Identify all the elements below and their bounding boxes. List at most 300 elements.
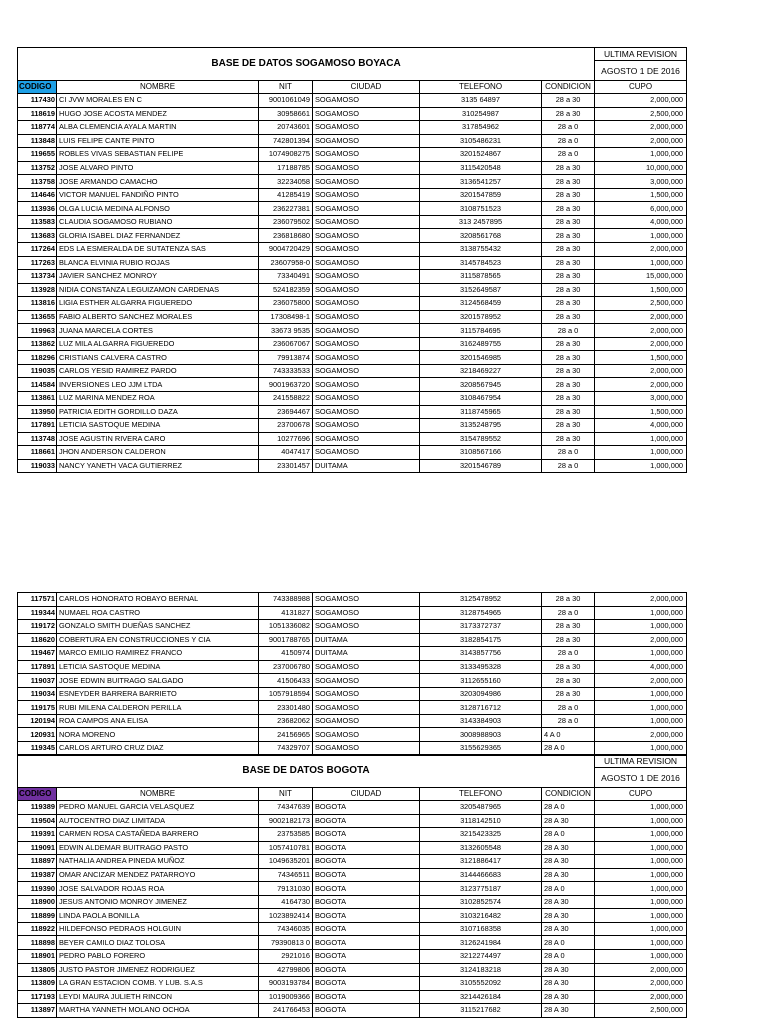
telefono-cell: 3108467954 xyxy=(420,392,542,406)
telefono-cell: 3128716712 xyxy=(420,701,542,715)
table-row xyxy=(18,950,687,964)
codigo-cell: 117193 xyxy=(18,990,57,1004)
telefono-cell: 3203094986 xyxy=(420,687,542,701)
codigo-cell: 113936 xyxy=(18,202,57,216)
nombre-cell: LEYDI MAURA JULIETH RINCON xyxy=(57,990,259,1004)
table-row xyxy=(18,459,687,473)
cupo-cell: 4,000,000 xyxy=(595,660,687,674)
nit-cell: 23301457 xyxy=(259,459,313,473)
nombre-cell: BLANCA ELVINIA RUBIO ROJAS xyxy=(57,256,259,270)
nombre-cell: LA GRAN ESTACION COMB. Y LUB. S.A.S xyxy=(57,977,259,991)
codigo-cell: 119034 xyxy=(18,687,57,701)
nit-cell: 79131030 xyxy=(259,882,313,896)
codigo-cell: 118900 xyxy=(18,895,57,909)
nombre-cell: MARCO EMILIO RAMIREZ FRANCO xyxy=(57,647,259,661)
condicion-cell: 28 a 30 xyxy=(542,364,595,378)
table-row xyxy=(18,895,687,909)
table-row xyxy=(18,801,687,815)
nit-cell: 1051336082 xyxy=(259,620,313,634)
nombre-cell: CLAUDIA SOGAMOSO RUBIANO xyxy=(57,215,259,229)
nit-cell: 9003193784 xyxy=(259,977,313,991)
sogamoso-continuation-table xyxy=(17,592,687,756)
nit-cell: 241766453 xyxy=(259,1004,313,1018)
cupo-cell: 1,000,000 xyxy=(595,701,687,715)
cupo-cell: 1,500,000 xyxy=(595,405,687,419)
cupo-cell: 1,000,000 xyxy=(595,229,687,243)
telefono-cell: 3008988903 xyxy=(420,728,542,742)
condicion-cell: 28 A 0 xyxy=(542,950,595,964)
telefono-cell: 3107168358 xyxy=(420,922,542,936)
condicion-cell: 28 a 0 xyxy=(542,606,595,620)
nit-cell: 23301480 xyxy=(259,701,313,715)
telefono-cell: 3108567166 xyxy=(420,446,542,460)
codigo-cell: 118898 xyxy=(18,936,57,950)
table-row xyxy=(18,121,687,135)
bogota-table-block xyxy=(17,754,686,1018)
cupo-cell: 2,000,000 xyxy=(595,990,687,1004)
codigo-cell: 119389 xyxy=(18,801,57,815)
ciudad-cell: SOGAMOSO xyxy=(313,620,420,634)
nombre-cell: COBERTURA EN CONSTRUCCIONES Y CIA xyxy=(57,633,259,647)
table-row xyxy=(18,256,687,270)
telefono-cell: 3123775187 xyxy=(420,882,542,896)
nombre-cell: JOSE ALVARO PINTO xyxy=(57,161,259,175)
codigo-cell: 113748 xyxy=(18,432,57,446)
nit-cell: 236818680 xyxy=(259,229,313,243)
telefono-cell: 3115420548 xyxy=(420,161,542,175)
sogamoso-rows xyxy=(18,94,687,473)
sogamoso-table xyxy=(17,47,687,473)
nit-cell: 236075800 xyxy=(259,297,313,311)
condicion-cell: 28 A 0 xyxy=(542,828,595,842)
nit-cell: 236079502 xyxy=(259,215,313,229)
codigo-cell: 118620 xyxy=(18,633,57,647)
nombre-cell: ESNEYDER BARRERA BARRIETO xyxy=(57,687,259,701)
table-row xyxy=(18,868,687,882)
telefono-cell: 3124183218 xyxy=(420,963,542,977)
condicion-cell: 28 a 0 xyxy=(542,459,595,473)
condicion-cell: 28 a 30 xyxy=(542,202,595,216)
nit-cell: 4164730 xyxy=(259,895,313,909)
telefono-cell: 3136541257 xyxy=(420,175,542,189)
cupo-cell: 2,000,000 xyxy=(595,633,687,647)
table-row xyxy=(18,977,687,991)
nit-cell: 30958661 xyxy=(259,107,313,121)
ciudad-cell: SOGAMOSO xyxy=(313,714,420,728)
table-row xyxy=(18,814,687,828)
codigo-cell: 113897 xyxy=(18,1004,57,1018)
table-row xyxy=(18,606,687,620)
table-row xyxy=(18,687,687,701)
bogota-revision-date: AGOSTO 1 DE 2016 xyxy=(595,768,687,788)
table-row xyxy=(18,229,687,243)
cupo-cell: 1,000,000 xyxy=(595,606,687,620)
nit-cell: 24156965 xyxy=(259,728,313,742)
ciudad-cell: SOGAMOSO xyxy=(313,337,420,351)
nombre-cell: LUZ MARINA MENDEZ ROA xyxy=(57,392,259,406)
telefono-cell: 3126241984 xyxy=(420,936,542,950)
cupo-cell: 3,000,000 xyxy=(595,392,687,406)
condicion-cell: 28 a 0 xyxy=(542,134,595,148)
condicion-cell: 28 a 30 xyxy=(542,620,595,634)
cupo-cell: 2,500,000 xyxy=(595,1004,687,1018)
nit-cell: 1057918594 xyxy=(259,687,313,701)
ciudad-cell: SOGAMOSO xyxy=(313,161,420,175)
table-row xyxy=(18,364,687,378)
nit-cell: 1049635201 xyxy=(259,855,313,869)
telefono-cell: 3173372737 xyxy=(420,620,542,634)
ciudad-cell: SOGAMOSO xyxy=(313,392,420,406)
condicion-cell: 28 a 0 xyxy=(542,446,595,460)
page-title: BASE DE DATOS SOGAMOSO BOYACA xyxy=(18,48,595,81)
condicion-cell: 28 a 0 xyxy=(542,148,595,162)
cupo-cell: 3,000,000 xyxy=(595,175,687,189)
nit-cell: 73340491 xyxy=(259,270,313,284)
nit-cell: 1019009366 xyxy=(259,990,313,1004)
telefono-cell: 3154789552 xyxy=(420,432,542,446)
cupo-cell: 4,000,000 xyxy=(595,419,687,433)
telefono-cell: 3214426184 xyxy=(420,990,542,1004)
nombre-cell: JHON ANDERSON CALDERON xyxy=(57,446,259,460)
condicion-cell: 28 a 30 xyxy=(542,270,595,284)
nit-cell: 74346035 xyxy=(259,922,313,936)
cupo-cell: 1,000,000 xyxy=(595,647,687,661)
ciudad-cell: SOGAMOSO xyxy=(313,148,420,162)
cupo-cell: 2,000,000 xyxy=(595,324,687,338)
ciudad-cell: SOGAMOSO xyxy=(313,606,420,620)
ciudad-cell: BOGOTA xyxy=(313,828,420,842)
ciudad-cell: SOGAMOSO xyxy=(313,202,420,216)
cupo-cell: 2,000,000 xyxy=(595,121,687,135)
codigo-cell: 119344 xyxy=(18,606,57,620)
condicion-cell: 28 A 0 xyxy=(542,882,595,896)
condicion-cell: 28 a 30 xyxy=(542,419,595,433)
nit-cell: 74346511 xyxy=(259,868,313,882)
cupo-cell: 1,000,000 xyxy=(595,841,687,855)
cupo-cell: 1,000,000 xyxy=(595,868,687,882)
bogota-title: BASE DE DATOS BOGOTA xyxy=(18,755,595,788)
nombre-cell: ALBA CLEMENCIA AYALA MARTIN xyxy=(57,121,259,135)
nombre-cell: LUIS FELIPE CANTE PINTO xyxy=(57,134,259,148)
nit-cell: 23700678 xyxy=(259,419,313,433)
nombre-cell: LETICIA SASTOQUE MEDINA xyxy=(57,660,259,674)
column-header-telefono: TELEFONO xyxy=(420,81,542,94)
table-row xyxy=(18,202,687,216)
nombre-cell: NATHALIA ANDREA PINEDA MUÑOZ xyxy=(57,855,259,869)
nit-cell: 9001963720 xyxy=(259,378,313,392)
codigo-cell: 118661 xyxy=(18,446,57,460)
cupo-cell: 10,000,000 xyxy=(595,161,687,175)
ciudad-cell: BOGOTA xyxy=(313,963,420,977)
condicion-cell: 28 a 0 xyxy=(542,701,595,715)
bogota-table-header xyxy=(18,788,687,801)
cupo-cell: 2,500,000 xyxy=(595,297,687,311)
nombre-cell: PEDRO PABLO FORERO xyxy=(57,950,259,964)
codigo-cell: 113950 xyxy=(18,405,57,419)
codigo-cell: 119391 xyxy=(18,828,57,842)
telefono-cell: 3143384903 xyxy=(420,714,542,728)
telefono-cell: 3103216482 xyxy=(420,909,542,923)
telefono-cell: 3115784695 xyxy=(420,324,542,338)
nit-cell: 9001788765 xyxy=(259,633,313,647)
telefono-cell: 317854962 xyxy=(420,121,542,135)
condicion-cell: 28 a 30 xyxy=(542,378,595,392)
cupo-cell: 15,000,000 xyxy=(595,270,687,284)
condicion-cell: 28 A 30 xyxy=(542,855,595,869)
nombre-cell: OLGA LUCIA MEDINA ALFONSO xyxy=(57,202,259,216)
bogota-column-header-codigo: CODIGO xyxy=(18,788,57,801)
condicion-cell: 28 a 30 xyxy=(542,256,595,270)
codigo-cell: 113862 xyxy=(18,337,57,351)
nit-cell: 41285419 xyxy=(259,188,313,202)
bogota-table xyxy=(17,754,687,1018)
codigo-cell: 118922 xyxy=(18,922,57,936)
cupo-cell: 1,000,000 xyxy=(595,446,687,460)
nombre-cell: JOSE EDWIN BUITRAGO SALGADO xyxy=(57,674,259,688)
nit-cell: 23607958-0 xyxy=(259,256,313,270)
ciudad-cell: BOGOTA xyxy=(313,977,420,991)
cupo-cell: 1,000,000 xyxy=(595,620,687,634)
table-row xyxy=(18,392,687,406)
condicion-cell: 28 A 30 xyxy=(542,990,595,1004)
table-row xyxy=(18,660,687,674)
nombre-cell: ROA CAMPOS ANA ELISA xyxy=(57,714,259,728)
ciudad-cell: SOGAMOSO xyxy=(313,121,420,135)
condicion-cell: 28 a 30 xyxy=(542,392,595,406)
condicion-cell: 28 a 30 xyxy=(542,94,595,108)
nombre-cell: GONZALO SMITH DUEÑAS SANCHEZ xyxy=(57,620,259,634)
cupo-cell: 2,000,000 xyxy=(595,310,687,324)
codigo-cell: 114584 xyxy=(18,378,57,392)
table-row xyxy=(18,828,687,842)
cupo-cell: 1,000,000 xyxy=(595,432,687,446)
ciudad-cell: SOGAMOSO xyxy=(313,742,420,756)
ciudad-cell: SOGAMOSO xyxy=(313,243,420,257)
telefono-cell: 3201524867 xyxy=(420,148,542,162)
telefono-cell: 3201547859 xyxy=(420,188,542,202)
telefono-cell: 3105486231 xyxy=(420,134,542,148)
ciudad-cell: SOGAMOSO xyxy=(313,687,420,701)
nit-cell: 9002182173 xyxy=(259,814,313,828)
nombre-cell: INVERSIONES LEO JJM LTDA xyxy=(57,378,259,392)
condicion-cell: 28 a 30 xyxy=(542,243,595,257)
telefono-cell: 3215423325 xyxy=(420,828,542,842)
codigo-cell: 113861 xyxy=(18,392,57,406)
nit-cell: 2921016 xyxy=(259,950,313,964)
nombre-cell: JUSTO PASTOR JIMENEZ RODRIGUEZ xyxy=(57,963,259,977)
condicion-cell: 28 a 30 xyxy=(542,283,595,297)
ciudad-cell: SOGAMOSO xyxy=(313,405,420,419)
nombre-cell: NANCY YANETH VACA GUTIERREZ xyxy=(57,459,259,473)
ultima-revision-label: ULTIMA REVISION xyxy=(595,48,687,61)
column-header-cupo: CUPO xyxy=(595,81,687,94)
telefono-cell: 3145784523 xyxy=(420,256,542,270)
nombre-cell: JOSE ARMANDO CAMACHO xyxy=(57,175,259,189)
codigo-cell: 119387 xyxy=(18,868,57,882)
ciudad-cell: BOGOTA xyxy=(313,895,420,909)
nit-cell: 524182359 xyxy=(259,283,313,297)
nombre-cell: AUTOCENTRO DIAZ LIMITADA xyxy=(57,814,259,828)
cupo-cell: 1,000,000 xyxy=(595,459,687,473)
telefono-cell: 3162489755 xyxy=(420,337,542,351)
sogamoso-table-block xyxy=(17,47,686,473)
table-row xyxy=(18,378,687,392)
ciudad-cell: BOGOTA xyxy=(313,841,420,855)
codigo-cell: 119172 xyxy=(18,620,57,634)
table-row xyxy=(18,909,687,923)
nombre-cell: NORA MORENO xyxy=(57,728,259,742)
ciudad-cell: SOGAMOSO xyxy=(313,175,420,189)
table-row xyxy=(18,714,687,728)
condicion-cell: 28 A 0 xyxy=(542,801,595,815)
condicion-cell: 28 a 0 xyxy=(542,647,595,661)
telefono-cell: 310254987 xyxy=(420,107,542,121)
condicion-cell: 28 a 30 xyxy=(542,175,595,189)
table-row xyxy=(18,922,687,936)
bogota-column-header-ciudad: CIUDAD xyxy=(313,788,420,801)
cupo-cell: 1,000,000 xyxy=(595,882,687,896)
cupo-cell: 1,000,000 xyxy=(595,148,687,162)
telefono-cell: 3128754965 xyxy=(420,606,542,620)
sogamoso-continuation-block xyxy=(17,592,686,756)
codigo-cell: 117430 xyxy=(18,94,57,108)
bogota-ultima-revision-label: ULTIMA REVISION xyxy=(595,755,687,768)
ciudad-cell: SOGAMOSO xyxy=(313,432,420,446)
ciudad-cell: SOGAMOSO xyxy=(313,593,420,607)
codigo-cell: 113928 xyxy=(18,283,57,297)
codigo-cell: 119467 xyxy=(18,647,57,661)
nombre-cell: NUMAEL ROA CASTRO xyxy=(57,606,259,620)
codigo-cell: 117891 xyxy=(18,419,57,433)
nombre-cell: EDS LA ESMERALDA DE SUTATENZA SAS xyxy=(57,243,259,257)
cupo-cell: 1,000,000 xyxy=(595,801,687,815)
nombre-cell: GLORIA ISABEL DIAZ FERNANDEZ xyxy=(57,229,259,243)
nit-cell: 1023892414 xyxy=(259,909,313,923)
table-row xyxy=(18,94,687,108)
ciudad-cell: BOGOTA xyxy=(313,909,420,923)
condicion-cell: 28 a 30 xyxy=(542,351,595,365)
ciudad-cell: SOGAMOSO xyxy=(313,188,420,202)
codigo-cell: 119091 xyxy=(18,841,57,855)
telefono-cell: 3118142510 xyxy=(420,814,542,828)
cupo-cell: 1,000,000 xyxy=(595,814,687,828)
codigo-cell: 117264 xyxy=(18,243,57,257)
cupo-cell: 2,000,000 xyxy=(595,243,687,257)
cupo-cell: 1,000,000 xyxy=(595,855,687,869)
codigo-cell: 117263 xyxy=(18,256,57,270)
codigo-cell: 119655 xyxy=(18,148,57,162)
nit-cell: 33673 9535 xyxy=(259,324,313,338)
ciudad-cell: DUITAMA xyxy=(313,647,420,661)
nombre-cell: HILDEFONSO PEDRAOS HOLGUIN xyxy=(57,922,259,936)
nit-cell: 236067067 xyxy=(259,337,313,351)
ciudad-cell: BOGOTA xyxy=(313,922,420,936)
condicion-cell: 28 a 30 xyxy=(542,405,595,419)
telefono-cell: 3152649587 xyxy=(420,283,542,297)
nit-cell: 4047417 xyxy=(259,446,313,460)
cupo-cell: 1,000,000 xyxy=(595,687,687,701)
condicion-cell: 28 A 30 xyxy=(542,963,595,977)
table-row xyxy=(18,337,687,351)
nit-cell: 743333533 xyxy=(259,364,313,378)
nombre-cell: CI JVW MORALES EN C xyxy=(57,94,259,108)
cupo-cell: 4,000,000 xyxy=(595,215,687,229)
telefono-cell: 3135 64897 xyxy=(420,94,542,108)
nit-cell: 74347639 xyxy=(259,801,313,815)
telefono-cell: 3201546789 xyxy=(420,459,542,473)
nit-cell: 10277696 xyxy=(259,432,313,446)
cupo-cell: 1,000,000 xyxy=(595,742,687,756)
nit-cell: 236227381 xyxy=(259,202,313,216)
condicion-cell: 28 A 30 xyxy=(542,868,595,882)
ciudad-cell: DUITAMA xyxy=(313,633,420,647)
table-row xyxy=(18,701,687,715)
table-row xyxy=(18,283,687,297)
codigo-cell: 113809 xyxy=(18,977,57,991)
nit-cell: 9001061049 xyxy=(259,94,313,108)
nombre-cell: HUGO JOSE ACOSTA MENDEZ xyxy=(57,107,259,121)
ciudad-cell: BOGOTA xyxy=(313,814,420,828)
ciudad-cell: BOGOTA xyxy=(313,882,420,896)
telefono-cell: 3102852574 xyxy=(420,895,542,909)
nombre-cell: LETICIA SASTOQUE MEDINA xyxy=(57,419,259,433)
table-header xyxy=(18,81,687,94)
codigo-cell: 120931 xyxy=(18,728,57,742)
nit-cell: 17188785 xyxy=(259,161,313,175)
telefono-cell: 3132605548 xyxy=(420,841,542,855)
telefono-cell: 3118745965 xyxy=(420,405,542,419)
codigo-cell: 118296 xyxy=(18,351,57,365)
condicion-cell: 28 A 30 xyxy=(542,841,595,855)
nombre-cell: CARLOS HONORATO ROBAYO BERNAL xyxy=(57,593,259,607)
cupo-cell: 1,000,000 xyxy=(595,256,687,270)
codigo-cell: 117571 xyxy=(18,593,57,607)
cupo-cell: 2,000,000 xyxy=(595,728,687,742)
codigo-cell: 118619 xyxy=(18,107,57,121)
condicion-cell: 28 a 30 xyxy=(542,161,595,175)
bogota-column-header-nombre: NOMBRE xyxy=(57,788,259,801)
table-row xyxy=(18,432,687,446)
table-row xyxy=(18,990,687,1004)
condicion-cell: 28 a 30 xyxy=(542,229,595,243)
codigo-cell: 113758 xyxy=(18,175,57,189)
nombre-cell: CARMEN ROSA CASTAÑEDA BARRERO xyxy=(57,828,259,842)
nit-cell: 241558822 xyxy=(259,392,313,406)
cupo-cell: 2,000,000 xyxy=(595,337,687,351)
codigo-cell: 120194 xyxy=(18,714,57,728)
column-header-nit: NIT xyxy=(259,81,313,94)
condicion-cell: 28 a 30 xyxy=(542,297,595,311)
table-row xyxy=(18,633,687,647)
nombre-cell: FABIO ALBERTO SANCHEZ MORALES xyxy=(57,310,259,324)
table-row xyxy=(18,963,687,977)
ciudad-cell: SOGAMOSO xyxy=(313,660,420,674)
condicion-cell: 28 a 30 xyxy=(542,674,595,688)
nombre-cell: PEDRO MANUEL GARCIA VELASQUEZ xyxy=(57,801,259,815)
nit-cell: 1074908275 xyxy=(259,148,313,162)
codigo-cell: 119390 xyxy=(18,882,57,896)
telefono-cell: 3138755432 xyxy=(420,243,542,257)
codigo-cell: 117891 xyxy=(18,660,57,674)
telefono-cell: 3218469227 xyxy=(420,364,542,378)
condicion-cell: 4 A 0 xyxy=(542,728,595,742)
ciudad-cell: SOGAMOSO xyxy=(313,364,420,378)
codigo-cell: 119504 xyxy=(18,814,57,828)
nit-cell: 74329707 xyxy=(259,742,313,756)
ciudad-cell: BOGOTA xyxy=(313,801,420,815)
cupo-cell: 2,500,000 xyxy=(595,107,687,121)
nit-cell: 23682062 xyxy=(259,714,313,728)
